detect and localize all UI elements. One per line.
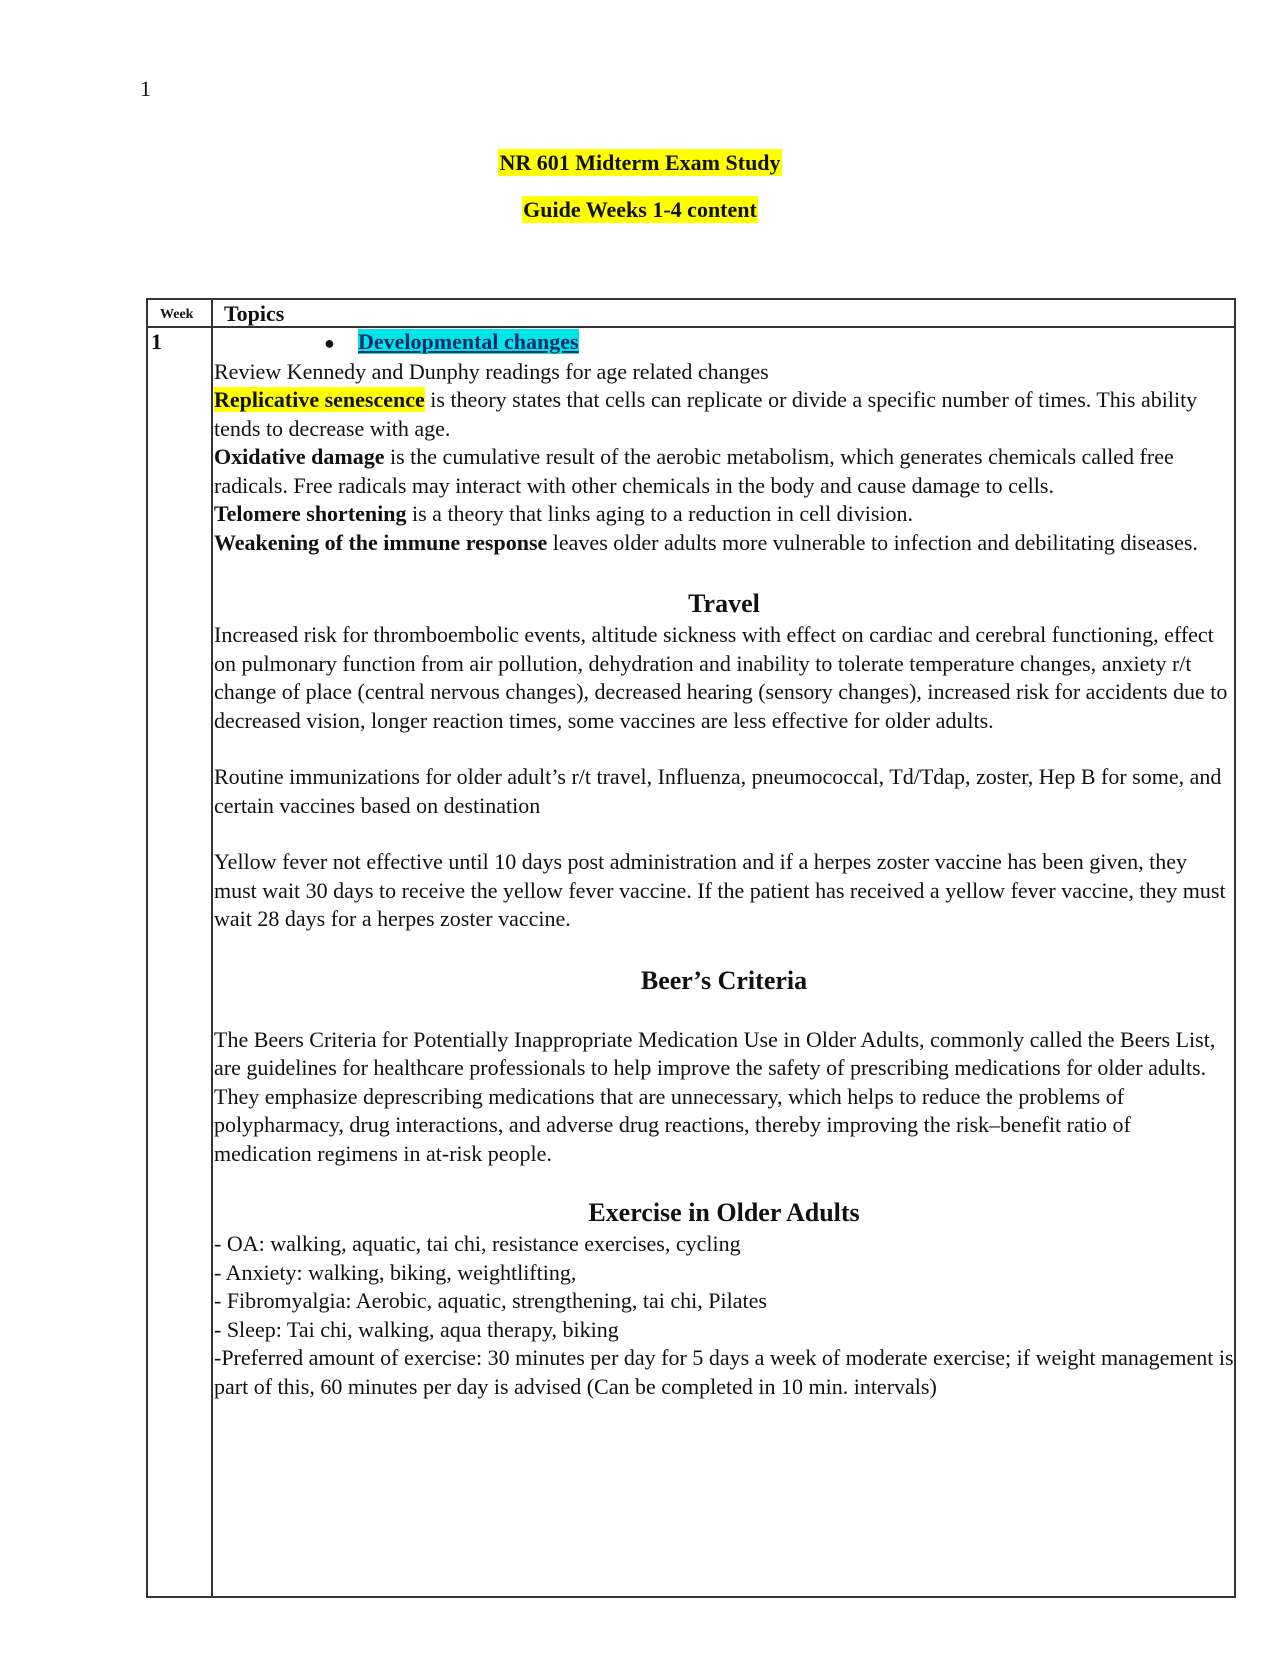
table-header-row [148, 300, 1234, 328]
beers-heading: Beer’s Criteria [640, 965, 808, 995]
spacer [214, 1168, 1234, 1196]
document-title-line-2 [0, 197, 1280, 223]
theory-replicative-senescence [214, 386, 1234, 443]
spacer [214, 934, 1234, 964]
exercise-item: - Fibromyalgia: Aerobic, aquatic, strengthening, tai chi, Pilates [214, 1288, 767, 1313]
theory-term: Replicative senescence [214, 387, 425, 412]
topics-cell [214, 328, 1234, 1401]
beers-paragraph: The Beers Criteria for Potentially Inappropriate Medication Use in Older Adults, commonly called the Beers List, are guidelines for healthcare professionals to help improve the safety of prescribing medications for older adults. They emphasize deprescribing medications that are unnecessary, which helps to reduce the problems of polypharmacy, drug interactions, and adverse drug reactions, thereby improving the risk–benefit ratio of medication regimens in at-risk people. [214, 1026, 1216, 1166]
spacer [214, 820, 1234, 848]
theory-term: Weakening of the immune response [214, 529, 548, 555]
developmental-changes-link[interactable]: Developmental changes [358, 329, 579, 354]
travel-heading: Travel [688, 589, 760, 618]
spacer [214, 735, 1234, 763]
theory-text: is the cumulative result of the aerobic metabolism, which generates chemicals called free radicals. Free radicals may interact with other chemicals in the body and cause damage to cells. [214, 444, 1174, 498]
bullet-item [214, 328, 1234, 358]
page-number: 1 [140, 76, 151, 101]
spacer [214, 998, 1234, 1026]
theory-term: Telomere shortening [214, 501, 407, 526]
spacer [214, 557, 1234, 587]
exercise-item: - OA: walking, aquatic, tai chi, resistance exercises, cycling [214, 1231, 741, 1256]
topics-column-header: Topics [224, 301, 285, 326]
theory-immune-response [214, 529, 1234, 558]
week-column-header: Week [160, 307, 194, 322]
review-line: Review Kennedy and Dunphy readings for age related changes [214, 358, 769, 384]
exercise-item: -Preferred amount of exercise: 30 minutes per day for 5 days a week of moderate exercise; if weight management is part of this, 60 minutes per day is advised (Can be completed in 10 min. intervals) [214, 1345, 1234, 1399]
title-text-2: Guide Weeks 1-4 content [523, 197, 757, 222]
study-guide-table [146, 298, 1236, 1598]
theory-text: leaves older adults more vulnerable to infection and debilitating diseases. [547, 529, 1198, 555]
travel-paragraph: Routine immunizations for older adult’s r/t travel, Influenza, pneumococcal, Td/Tdap, zoster, Hep B for some, and certain vaccines based on destination [214, 764, 1222, 818]
week-number-cell: 1 [151, 329, 162, 354]
travel-paragraph: Increased risk for thromboembolic events, altitude sickness with effect on cardiac and cerebral functioning, effect on pulmonary function from air pollution, dehydration and inability to tolerate temperature changes, anxiety r/t change of place (central nervous changes), decreased hearing (sensory changes), increased risk for accidents due to decreased vision, longer reaction times, some vaccines are less effective for older adults. [214, 622, 1228, 733]
theory-text: is theory states that cells can replicate or divide a specific number of times. This ability tends to decrease with age. [214, 387, 1198, 441]
theory-text: is a theory that links aging to a reduction in cell division. [406, 501, 914, 526]
column-divider [211, 300, 213, 1596]
theory-oxidative-damage [214, 443, 1234, 500]
exercise-item: - Anxiety: walking, biking, weightlifting, [214, 1259, 577, 1285]
bullet-icon: ● [324, 333, 335, 353]
travel-paragraph: Yellow fever not effective until 10 days post administration and if a herpes zoster vaccine has been given, they must wait 30 days to receive the yellow fever vaccine. If the patient has received a yellow fever vaccine, they must wait 28 days for a herpes zoster vaccine. [214, 849, 1226, 931]
theory-telomere-shortening [214, 500, 1234, 529]
document-title-line-1 [0, 150, 1280, 176]
title-text-1: NR 601 Midterm Exam Study [499, 150, 781, 175]
exercise-item: - Sleep: Tai chi, walking, aqua therapy, biking [214, 1316, 619, 1342]
exercise-heading: Exercise in Older Adults [588, 1198, 860, 1227]
theory-term: Oxidative damage [214, 444, 385, 469]
